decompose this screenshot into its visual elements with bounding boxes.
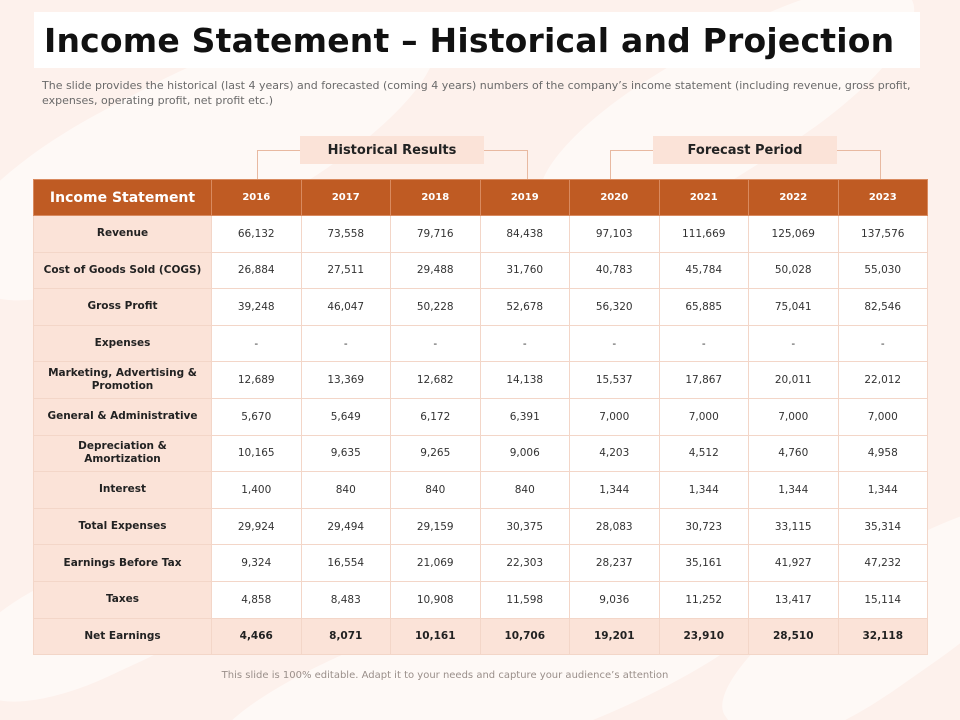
table-cell: 4,203 bbox=[570, 435, 660, 472]
table-cell: 79,716 bbox=[391, 216, 481, 253]
table-row bbox=[34, 289, 928, 326]
table-cell: 27,511 bbox=[301, 252, 391, 289]
table-cell: 35,314 bbox=[838, 508, 928, 545]
table-cell: 10,908 bbox=[391, 581, 481, 618]
table-cell: 7,000 bbox=[570, 398, 660, 435]
table-cell: 8,071 bbox=[301, 618, 391, 655]
table-cell: 9,006 bbox=[480, 435, 570, 472]
table-cell: 7,000 bbox=[659, 398, 749, 435]
table-row bbox=[34, 472, 928, 509]
table-cell: 4,858 bbox=[212, 581, 302, 618]
row-label: Marketing, Advertising & Promotion bbox=[34, 362, 212, 399]
table-cell: 5,649 bbox=[301, 398, 391, 435]
table-cell: 1,344 bbox=[570, 472, 660, 509]
page-title: Income Statement – Historical and Projection bbox=[44, 20, 895, 60]
table-cell: 20,011 bbox=[749, 362, 839, 399]
table-cell: 7,000 bbox=[838, 398, 928, 435]
year-header-2016: 2016 bbox=[212, 180, 302, 216]
table-cell: 75,041 bbox=[749, 289, 839, 326]
table-cell: 52,678 bbox=[480, 289, 570, 326]
footer-note: This slide is 100% editable. Adapt it to your needs and capture your audience’s attention bbox=[221, 670, 669, 681]
row-label: Depreciation & Amortization bbox=[34, 435, 212, 472]
table-cell: 4,760 bbox=[749, 435, 839, 472]
year-header-2019: 2019 bbox=[480, 180, 570, 216]
table-cell: 35,161 bbox=[659, 545, 749, 582]
table-row bbox=[34, 545, 928, 582]
year-header-2023: 2023 bbox=[838, 180, 928, 216]
table-cell: 15,114 bbox=[838, 581, 928, 618]
table-cell: 4,466 bbox=[212, 618, 302, 655]
table-cell: 21,069 bbox=[391, 545, 481, 582]
table-body bbox=[34, 216, 928, 655]
table-cell: 5,670 bbox=[212, 398, 302, 435]
table-cell: 840 bbox=[480, 472, 570, 509]
table-row bbox=[34, 508, 928, 545]
table-cell: - bbox=[659, 325, 749, 362]
table-cell: 137,576 bbox=[838, 216, 928, 253]
row-label: Expenses bbox=[34, 325, 212, 362]
table-cell: 12,689 bbox=[212, 362, 302, 399]
table-cell: 11,252 bbox=[659, 581, 749, 618]
year-header-2017: 2017 bbox=[301, 180, 391, 216]
table-cell: 26,884 bbox=[212, 252, 302, 289]
historical-results-label: Historical Results bbox=[300, 136, 484, 164]
table-cell: 6,391 bbox=[480, 398, 570, 435]
table-cell: 30,723 bbox=[659, 508, 749, 545]
table-cell: 23,910 bbox=[659, 618, 749, 655]
income-statement-table-container bbox=[33, 179, 927, 655]
table-cell: 29,924 bbox=[212, 508, 302, 545]
table-cell: 9,635 bbox=[301, 435, 391, 472]
table-row bbox=[34, 252, 928, 289]
table-cell: 1,400 bbox=[212, 472, 302, 509]
table-cell: 46,047 bbox=[301, 289, 391, 326]
table-corner-label: Income Statement bbox=[34, 180, 212, 216]
table-cell: 22,303 bbox=[480, 545, 570, 582]
table-cell: 12,682 bbox=[391, 362, 481, 399]
table-row bbox=[34, 362, 928, 399]
table-cell: 33,115 bbox=[749, 508, 839, 545]
year-header-2021: 2021 bbox=[659, 180, 749, 216]
table-cell: 28,510 bbox=[749, 618, 839, 655]
table-cell: 82,546 bbox=[838, 289, 928, 326]
table-cell: 6,172 bbox=[391, 398, 481, 435]
table-cell: - bbox=[570, 325, 660, 362]
table-cell: 22,012 bbox=[838, 362, 928, 399]
table-cell: - bbox=[749, 325, 839, 362]
table-row bbox=[34, 398, 928, 435]
table-cell: 29,159 bbox=[391, 508, 481, 545]
table-cell: 14,138 bbox=[480, 362, 570, 399]
table-cell: - bbox=[480, 325, 570, 362]
table-row bbox=[34, 618, 928, 655]
table-cell: 47,232 bbox=[838, 545, 928, 582]
table-cell: 840 bbox=[301, 472, 391, 509]
forecast-period-label: Forecast Period bbox=[653, 136, 837, 164]
table-cell: 55,030 bbox=[838, 252, 928, 289]
table-cell: 40,783 bbox=[570, 252, 660, 289]
row-label: Revenue bbox=[34, 216, 212, 253]
row-label: Net Earnings bbox=[34, 618, 212, 655]
table-cell: 11,598 bbox=[480, 581, 570, 618]
table-cell: 29,488 bbox=[391, 252, 481, 289]
table-cell: 13,369 bbox=[301, 362, 391, 399]
table-cell: 4,512 bbox=[659, 435, 749, 472]
table-cell: 28,083 bbox=[570, 508, 660, 545]
table-cell: 1,344 bbox=[838, 472, 928, 509]
table-cell: 65,885 bbox=[659, 289, 749, 326]
table-cell: 84,438 bbox=[480, 216, 570, 253]
table-cell: 19,201 bbox=[570, 618, 660, 655]
table-cell: 28,237 bbox=[570, 545, 660, 582]
row-label: Interest bbox=[34, 472, 212, 509]
table-cell: 10,165 bbox=[212, 435, 302, 472]
table-cell: 7,000 bbox=[749, 398, 839, 435]
table-cell: 17,867 bbox=[659, 362, 749, 399]
row-label: General & Administrative bbox=[34, 398, 212, 435]
table-cell: 15,537 bbox=[570, 362, 660, 399]
year-header-2018: 2018 bbox=[391, 180, 481, 216]
title-box bbox=[34, 12, 920, 68]
table-cell: 1,344 bbox=[659, 472, 749, 509]
table-cell: 13,417 bbox=[749, 581, 839, 618]
table-cell: - bbox=[391, 325, 481, 362]
table-cell: 16,554 bbox=[301, 545, 391, 582]
row-label: Gross Profit bbox=[34, 289, 212, 326]
table-cell: 45,784 bbox=[659, 252, 749, 289]
row-label: Total Expenses bbox=[34, 508, 212, 545]
table-cell: - bbox=[301, 325, 391, 362]
row-label: Cost of Goods Sold (COGS) bbox=[34, 252, 212, 289]
table-cell: 66,132 bbox=[212, 216, 302, 253]
table-row bbox=[34, 216, 928, 253]
table-cell: 9,324 bbox=[212, 545, 302, 582]
table-header-row bbox=[34, 180, 928, 216]
table-cell: 111,669 bbox=[659, 216, 749, 253]
table-cell: 125,069 bbox=[749, 216, 839, 253]
table-cell: 840 bbox=[391, 472, 481, 509]
row-label: Taxes bbox=[34, 581, 212, 618]
table-cell: 56,320 bbox=[570, 289, 660, 326]
table-cell: 73,558 bbox=[301, 216, 391, 253]
table-cell: 39,248 bbox=[212, 289, 302, 326]
year-header-2020: 2020 bbox=[570, 180, 660, 216]
table-cell: 10,161 bbox=[391, 618, 481, 655]
table-cell: 50,028 bbox=[749, 252, 839, 289]
table-cell: 4,958 bbox=[838, 435, 928, 472]
table-cell: 8,483 bbox=[301, 581, 391, 618]
income-statement-table bbox=[33, 179, 928, 655]
table-cell: 41,927 bbox=[749, 545, 839, 582]
table-row bbox=[34, 435, 928, 472]
table-cell: - bbox=[838, 325, 928, 362]
table-cell: 29,494 bbox=[301, 508, 391, 545]
page-subtitle: The slide provides the historical (last 4 years) and forecasted (coming 4 years) numbers of the company’s income statement (including revenue, gross profit, expenses, operating profit, net profit etc.) bbox=[42, 79, 911, 107]
table-cell: - bbox=[212, 325, 302, 362]
year-header-2022: 2022 bbox=[749, 180, 839, 216]
table-cell: 97,103 bbox=[570, 216, 660, 253]
table-row bbox=[34, 325, 928, 362]
table-row bbox=[34, 581, 928, 618]
table-cell: 30,375 bbox=[480, 508, 570, 545]
row-label: Earnings Before Tax bbox=[34, 545, 212, 582]
table-cell: 1,344 bbox=[749, 472, 839, 509]
table-cell: 9,036 bbox=[570, 581, 660, 618]
table-cell: 10,706 bbox=[480, 618, 570, 655]
table-cell: 31,760 bbox=[480, 252, 570, 289]
table-cell: 32,118 bbox=[838, 618, 928, 655]
table-cell: 50,228 bbox=[391, 289, 481, 326]
table-cell: 9,265 bbox=[391, 435, 481, 472]
